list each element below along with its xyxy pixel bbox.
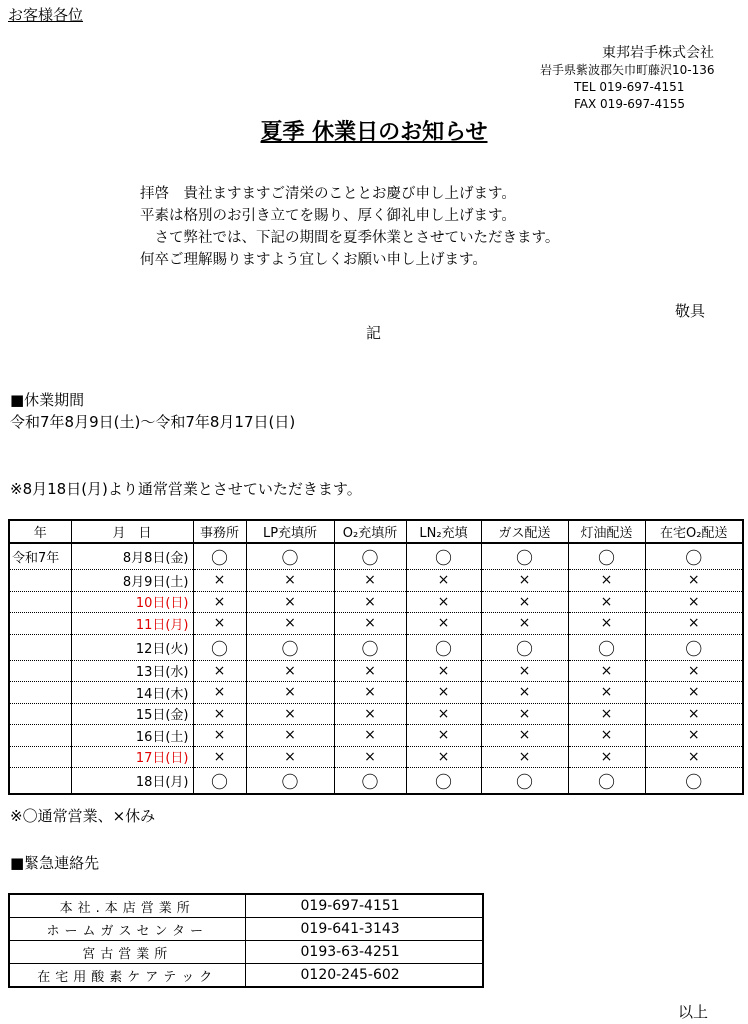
column-header: O₂充填所: [334, 520, 406, 543]
company-address: 岩手県紫波郡矢巾町藤沢10-136: [540, 63, 715, 77]
schedule-body: [9, 543, 743, 794]
holiday-heading: ■休業期間: [10, 391, 85, 409]
closed-mark: ×: [246, 703, 334, 725]
schedule-header-row: [9, 520, 743, 543]
schedule-row: [9, 725, 743, 747]
closed-mark: ×: [246, 725, 334, 747]
open-mark: 〇: [481, 634, 568, 660]
date-cell: 12日(火): [71, 634, 193, 660]
column-header: LP充填所: [246, 520, 334, 543]
open-mark: 〇: [406, 634, 481, 660]
year-cell: [9, 682, 71, 704]
column-header: 月 日: [71, 520, 193, 543]
closed-mark: ×: [246, 746, 334, 768]
resume-note: ※8月18日(月)より通常営業とさせていただきます。: [10, 480, 362, 498]
year-cell: [9, 660, 71, 682]
closed-mark: ×: [246, 613, 334, 635]
open-mark: 〇: [334, 768, 406, 795]
open-mark: 〇: [334, 634, 406, 660]
closed-mark: ×: [645, 660, 743, 682]
closed-mark: ×: [568, 570, 645, 592]
closed-mark: ×: [334, 725, 406, 747]
open-mark: 〇: [406, 768, 481, 795]
closed-mark: ×: [481, 725, 568, 747]
schedule-row: [9, 703, 743, 725]
open-mark: 〇: [645, 768, 743, 795]
open-mark: 〇: [193, 634, 246, 660]
closed-mark: ×: [645, 613, 743, 635]
closed-mark: ×: [568, 682, 645, 704]
closed-mark: ×: [481, 570, 568, 592]
date-cell: 16日(土): [71, 725, 193, 747]
contact-row: [9, 894, 483, 918]
schedule-row: [9, 682, 743, 704]
closed-mark: ×: [246, 660, 334, 682]
contact-name: 宮古営業所: [9, 941, 245, 964]
open-mark: 〇: [568, 768, 645, 795]
addressee: お客様各位: [8, 6, 84, 24]
page-title: [0, 115, 748, 146]
schedule-row: [9, 570, 743, 592]
year-cell: [9, 591, 71, 613]
open-mark: 〇: [193, 543, 246, 570]
closed-mark: ×: [406, 591, 481, 613]
date-cell: 14日(木): [71, 682, 193, 704]
closed-mark: ×: [406, 682, 481, 704]
body-line: 拝啓 貴社ますますご清栄のこととお慶び申し上げます。: [140, 186, 516, 202]
schedule-row: [9, 613, 743, 635]
legend-note: ※〇通常営業、×休み: [10, 807, 156, 825]
open-mark: 〇: [246, 634, 334, 660]
closed-mark: ×: [406, 613, 481, 635]
emergency-heading: ■緊急連絡先: [10, 854, 100, 872]
closed-mark: ×: [481, 660, 568, 682]
year-cell: [9, 613, 71, 635]
ki-marker: 記: [366, 324, 382, 342]
closed-mark: ×: [334, 591, 406, 613]
closed-mark: ×: [568, 591, 645, 613]
closed-mark: ×: [645, 682, 743, 704]
company-name: 東邦岩手株式会社: [602, 45, 714, 61]
open-mark: 〇: [246, 543, 334, 570]
schedule-row: [9, 634, 743, 660]
emergency-contacts-table: [8, 893, 484, 988]
closed-mark: ×: [406, 703, 481, 725]
closed-mark: ×: [334, 703, 406, 725]
closed-mark: ×: [481, 746, 568, 768]
closed-mark: ×: [406, 570, 481, 592]
closed-mark: ×: [246, 570, 334, 592]
contact-row: [9, 941, 483, 964]
contact-row: [9, 964, 483, 988]
year-cell: [9, 725, 71, 747]
closed-mark: ×: [193, 746, 246, 768]
date-cell: 17日(日): [71, 746, 193, 768]
closed-mark: ×: [193, 725, 246, 747]
schedule-row: [9, 660, 743, 682]
column-header: 灯油配送: [568, 520, 645, 543]
schedule-row: [9, 746, 743, 768]
date-cell: 15日(金): [71, 703, 193, 725]
body-line: 何卒ご理解賜りますよう宜しくお願い申し上げます。: [140, 252, 487, 268]
year-cell: 令和7年: [9, 543, 71, 570]
closed-mark: ×: [568, 660, 645, 682]
date-cell: 13日(水): [71, 660, 193, 682]
body-line: 平素は格別のお引き立てを賜り、厚く御礼申し上げます。: [140, 208, 516, 224]
closed-mark: ×: [645, 570, 743, 592]
closed-mark: ×: [193, 660, 246, 682]
contact-phone: 019-641-3143: [245, 918, 483, 941]
column-header: ガス配送: [481, 520, 568, 543]
closed-mark: ×: [481, 613, 568, 635]
date-cell: 18日(月): [71, 768, 193, 795]
company-fax: FAX 019-697-4155: [574, 97, 686, 111]
year-cell: [9, 703, 71, 725]
open-mark: 〇: [568, 543, 645, 570]
closed-mark: ×: [334, 682, 406, 704]
open-mark: 〇: [334, 543, 406, 570]
contact-row: [9, 918, 483, 941]
body-line: さて弊社では、下記の期間を夏季休業とさせていただきます。: [140, 230, 560, 246]
column-header: 在宅O₂配送: [645, 520, 743, 543]
schedule-row: [9, 591, 743, 613]
schedule-row: [9, 768, 743, 795]
open-mark: 〇: [406, 543, 481, 570]
closed-mark: ×: [193, 570, 246, 592]
open-mark: 〇: [193, 768, 246, 795]
closed-mark: ×: [568, 613, 645, 635]
contact-name: ホームガスセンター: [9, 918, 245, 941]
closed-mark: ×: [193, 591, 246, 613]
contact-phone: 019-697-4151: [245, 894, 483, 918]
column-header: 年: [9, 520, 71, 543]
closed-mark: ×: [645, 591, 743, 613]
contacts-body: [9, 894, 483, 987]
closed-mark: ×: [568, 725, 645, 747]
closed-mark: ×: [406, 725, 481, 747]
contact-phone: 0193-63-4251: [245, 941, 483, 964]
date-cell: 8月8日(金): [71, 543, 193, 570]
open-mark: 〇: [568, 634, 645, 660]
date-cell: 11日(月): [71, 613, 193, 635]
open-mark: 〇: [645, 634, 743, 660]
closed-mark: ×: [246, 591, 334, 613]
closed-mark: ×: [568, 746, 645, 768]
contact-name: 本社.本店営業所: [9, 894, 245, 918]
closed-mark: ×: [645, 725, 743, 747]
closed-mark: ×: [334, 660, 406, 682]
contact-name: 在宅用酸素ケアテック: [9, 964, 245, 988]
contact-phone: 0120-245-602: [245, 964, 483, 988]
closed-mark: ×: [334, 746, 406, 768]
schedule-row: [9, 543, 743, 570]
closed-mark: ×: [481, 703, 568, 725]
column-header: 事務所: [193, 520, 246, 543]
closed-mark: ×: [645, 703, 743, 725]
open-mark: 〇: [645, 543, 743, 570]
closed-mark: ×: [246, 682, 334, 704]
year-cell: [9, 570, 71, 592]
year-cell: [9, 746, 71, 768]
holiday-period: 令和7年8月9日(土)～令和7年8月17日(日): [10, 413, 296, 431]
open-mark: 〇: [246, 768, 334, 795]
closed-mark: ×: [645, 746, 743, 768]
column-header: LN₂充填: [406, 520, 481, 543]
closed-mark: ×: [193, 613, 246, 635]
closed-mark: ×: [406, 746, 481, 768]
open-mark: 〇: [481, 543, 568, 570]
closed-mark: ×: [406, 660, 481, 682]
closed-mark: ×: [193, 682, 246, 704]
closed-mark: ×: [334, 613, 406, 635]
closed-mark: ×: [481, 682, 568, 704]
schedule-table: [8, 519, 744, 795]
date-cell: 10日(日): [71, 591, 193, 613]
letter-body: [140, 183, 559, 271]
company-contact-block: [540, 62, 715, 113]
closing-keigu: 敬具: [675, 302, 706, 320]
year-cell: [9, 634, 71, 660]
closed-mark: ×: [481, 591, 568, 613]
closed-mark: ×: [193, 703, 246, 725]
page-title-text: 夏季 休業日のお知らせ: [260, 120, 488, 145]
open-mark: 〇: [481, 768, 568, 795]
company-tel: TEL 019-697-4151: [574, 80, 685, 94]
closed-mark: ×: [334, 570, 406, 592]
closed-mark: ×: [568, 703, 645, 725]
date-cell: 8月9日(土): [71, 570, 193, 592]
end-ijo: 以上: [678, 1003, 709, 1021]
year-cell: [9, 768, 71, 795]
